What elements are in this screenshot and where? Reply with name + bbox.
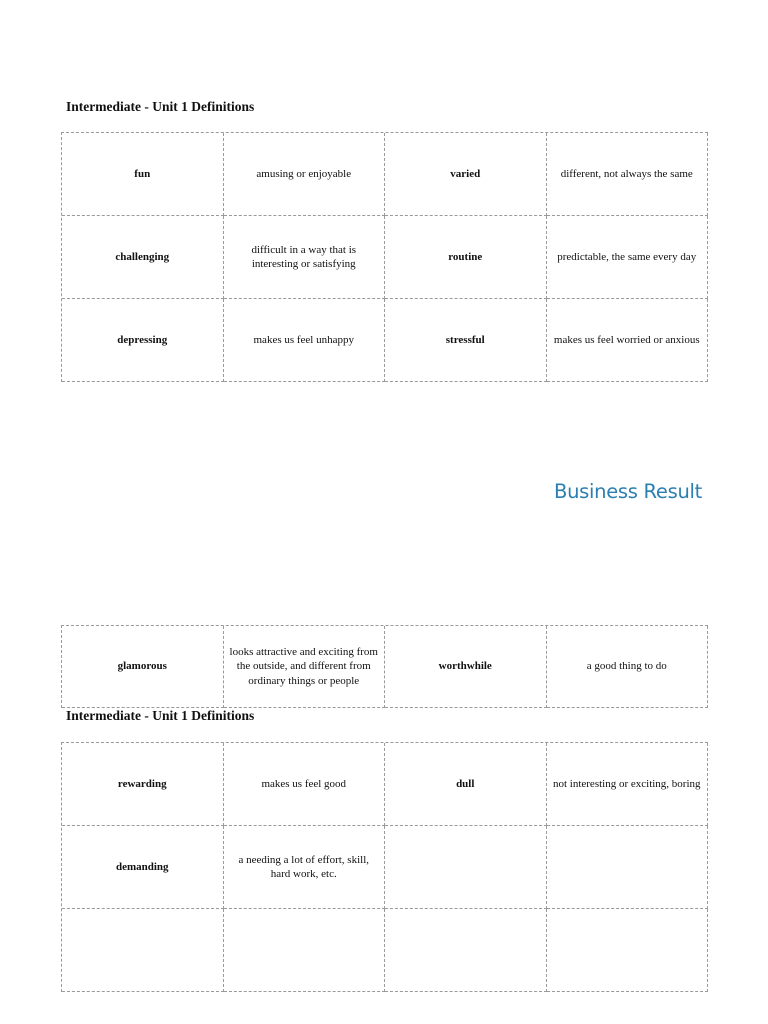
definition-cell: predictable, the same every day bbox=[547, 216, 709, 299]
table-row bbox=[62, 909, 708, 992]
term-cell: varied bbox=[385, 133, 547, 216]
term-cell: rewarding bbox=[62, 743, 224, 826]
table-row bbox=[62, 216, 708, 299]
term-cell: dull bbox=[385, 743, 547, 826]
definition-cell: not interesting or exciting, boring bbox=[547, 743, 709, 826]
table-row bbox=[62, 826, 708, 909]
definitions-table bbox=[61, 132, 708, 382]
definition-cell bbox=[547, 909, 709, 992]
table-row bbox=[62, 743, 708, 826]
definition-cell: looks attractive and exciting from the outside, and different from ordinary things or people bbox=[224, 626, 386, 708]
page-heading: Intermediate - Unit 1 Definitions bbox=[66, 99, 255, 114]
page-heading: Intermediate - Unit 1 Definitions bbox=[66, 708, 255, 723]
definition-cell: different, not always the same bbox=[547, 133, 709, 216]
term-cell: worthwhile bbox=[385, 626, 547, 708]
definition-cell bbox=[224, 909, 386, 992]
term-cell: fun bbox=[62, 133, 224, 216]
term-cell: stressful bbox=[385, 299, 547, 382]
definition-cell: difficult in a way that is interesting or satisfying bbox=[224, 216, 386, 299]
table-row bbox=[62, 299, 708, 382]
table-row bbox=[62, 626, 708, 708]
term-cell bbox=[62, 909, 224, 992]
term-cell: routine bbox=[385, 216, 547, 299]
table-row bbox=[62, 133, 708, 216]
term-cell bbox=[385, 826, 547, 909]
definition-cell: makes us feel worried or anxious bbox=[547, 299, 709, 382]
definition-cell: makes us feel unhappy bbox=[224, 299, 386, 382]
term-cell: depressing bbox=[62, 299, 224, 382]
term-cell: demanding bbox=[62, 826, 224, 909]
definitions-table bbox=[61, 742, 708, 992]
definition-cell bbox=[547, 826, 709, 909]
term-cell bbox=[385, 909, 547, 992]
brand-logo-text: Business Result bbox=[554, 480, 702, 503]
definition-cell: makes us feel good bbox=[224, 743, 386, 826]
term-cell: glamorous bbox=[62, 626, 224, 708]
definition-cell: a good thing to do bbox=[547, 626, 709, 708]
term-cell: challenging bbox=[62, 216, 224, 299]
definitions-table-continued bbox=[61, 625, 708, 708]
definition-cell: amusing or enjoyable bbox=[224, 133, 386, 216]
definition-cell: a needing a lot of effort, skill, hard work, etc. bbox=[224, 826, 386, 909]
